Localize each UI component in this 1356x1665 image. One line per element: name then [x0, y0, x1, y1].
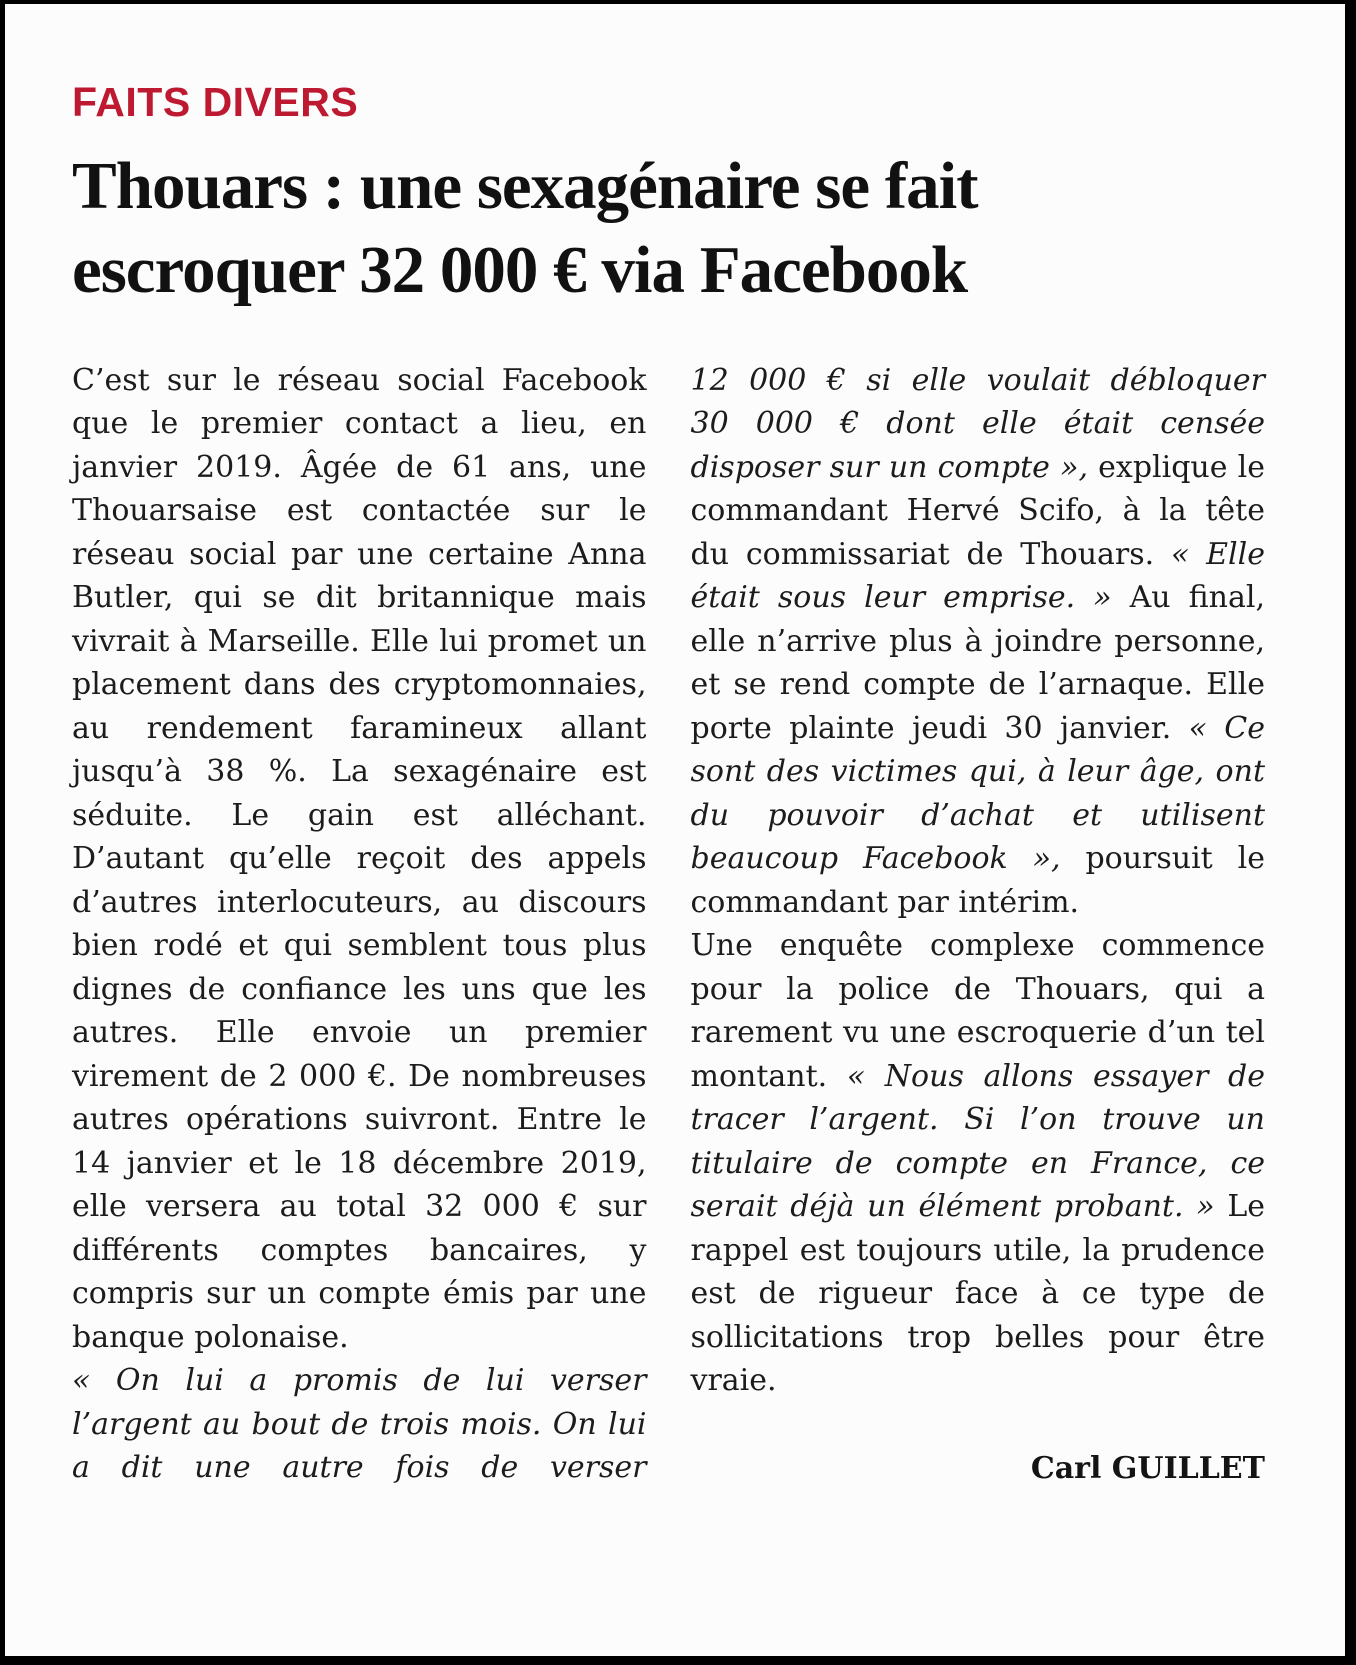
paragraph-3-text-2: Le rappel est toujours utile, la prudence est de rigueur face à ce type de sollicitations trop belles pour être vraie.	[690, 1189, 1265, 1398]
section-kicker: FAITS DIVERS	[72, 79, 359, 125]
paragraph-2-text-2: Au final, elle n’arrive plus à joindre personne, et se rend compte de l’arnaque. Elle porte plainte jeudi 30 janvier.	[690, 580, 1265, 746]
paragraph-2-text-3: poursuit le commandant par intérim.	[690, 841, 1265, 920]
paragraph-3	[691, 924, 1266, 1403]
byline: Carl GUILLET	[1030, 1450, 1265, 1486]
paragraph-2-quote-3: « Ce sont des victimes qui, à leur âge, ont du pouvoir d’achat et utilisent beaucoup Facebook »,	[690, 710, 1265, 876]
paragraph-1-text: C’est sur le réseau social Facebook que le premier contact a lieu, en janvier 2019. Âgée de 61 ans, une Thouarsaise est contactée sur le réseau social par une certaine Anna Butler, qui se dit britannique mais vivrait à Marseille. Elle lui promet un placement dans des cryptomonnaies, au rendement faramineux allant jusqu’à 38 %. La sexagénaire est séduite. Le gain est alléchant. D’autant qu’elle reçoit des appels d’autres interlocuteurs, au discours bien rodé et qui semblent tous plus dignes de confiance les uns que les autres. Elle envoie un premier virement de 2 000 €. De nombreuses autres opérations suivront. Entre le 14 janvier et le 18 décembre 2019, elle versera au total 32 000 € sur différents comptes bancaires, y compris sur un compte émis par une banque polonaise.	[72, 362, 647, 1355]
article-body	[72, 359, 1265, 1491]
paragraph-3-quote-1: « Nous allons essayer de tracer l’argent. Si l’on trouve un titulaire de compte en France, ce serait déjà un élément probant. »	[690, 1058, 1266, 1224]
paragraph-2-text-1: explique le commandant Hervé Scifo, à la tête du commissariat de Thouars.	[690, 449, 1265, 572]
paragraph-2-quote-1: « On lui a promis de lui verser l’argent au bout de trois mois. On lui a dit une autre fois de verser 12 000 € si elle voulait débloquer 30 000 € dont elle était censée disposer sur un compte »,	[72, 362, 1265, 1485]
paragraph-1	[72, 359, 647, 1360]
paragraph-2-quote-2: « Elle était sous leur emprise. »	[690, 536, 1266, 615]
article-headline: Thouars : une sexagénaire se fait escroquer 32 000 € via Facebook	[72, 149, 978, 307]
paragraph-3-text-1: Une enquête complexe commence pour la police de Thouars, qui a rarement vu une escroquerie d’un tel montant.	[690, 928, 1265, 1094]
